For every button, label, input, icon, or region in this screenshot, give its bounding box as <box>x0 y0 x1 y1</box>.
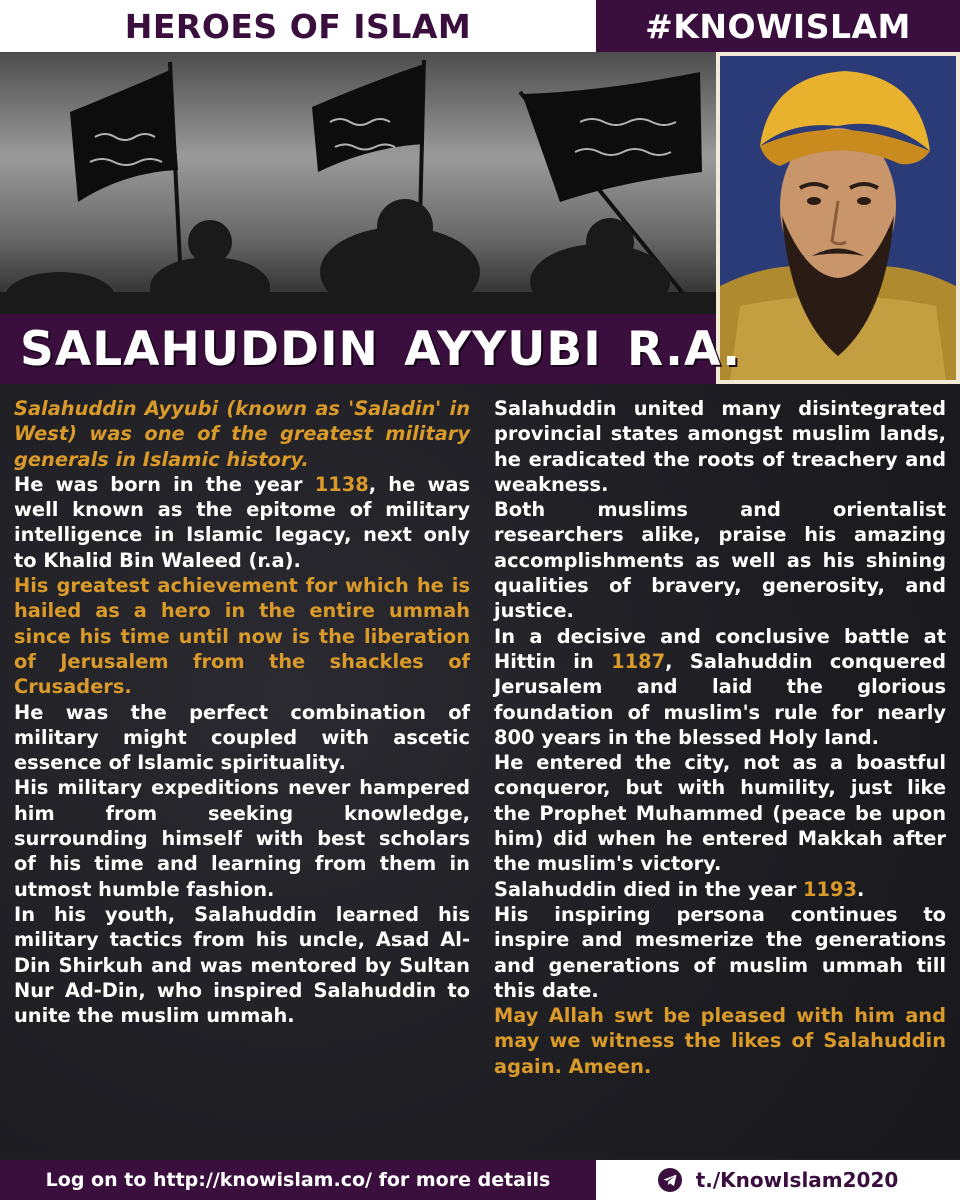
closing-prayer: May Allah swt be pleased with him and may we witness the likes of Salahuddin again. Ameen. <box>494 1004 946 1078</box>
left-column <box>14 396 470 1028</box>
death-paragraph <box>494 877 946 902</box>
article-body <box>0 384 960 1158</box>
intro-paragraph: Salahuddin Ayyubi (known as 'Saladin' in West) was one of the greatest military generals in Islamic history. <box>14 397 470 471</box>
legacy-paragraph: His inspiring persona continues to inspire and mesmerize the generations and generations of muslim ummah till this date. <box>494 902 946 1002</box>
birth-text-b: , he was well known as the epitome of military intelligence in Islamic legacy, next only to Khalid Bin Waleed (r.a). <box>14 472 471 572</box>
hittin-text-a: In a decisive and conclusive battle at Hittin in <box>494 624 946 673</box>
battle-scene-illustration <box>0 52 716 314</box>
website-link-box[interactable] <box>0 1160 596 1200</box>
youth-paragraph: In his youth, Salahuddin learned his military tactics from his uncle, Asad Al-Din Shirkuh and was mentored by Sultan Nur Ad-Din, who inspired Salahuddin to unite the muslim ummah. <box>14 902 470 1028</box>
death-text-a: Salahuddin died in the year <box>494 877 804 901</box>
death-text-b: . <box>857 877 865 901</box>
telegram-box[interactable] <box>596 1160 960 1200</box>
website-link[interactable]: Log on to http://knowislam.co/ for more details <box>45 1169 551 1191</box>
death-year: 1193 <box>803 877 857 901</box>
birth-paragraph <box>14 472 470 573</box>
salahuddin-portrait-illustration <box>720 56 956 380</box>
portrait-image <box>716 52 960 384</box>
united-paragraph: Salahuddin united many disintegrated provincial states amongst muslim lands, he eradicated the roots of treachery and weakness. <box>494 397 946 496</box>
combination-paragraph: He was the perfect combination of military might coupled with ascetic essence of Islamic spirituality. <box>14 700 470 775</box>
hittin-paragraph <box>494 624 946 750</box>
right-column <box>494 396 946 1079</box>
hashtag-box <box>596 0 960 52</box>
telegram-icon <box>658 1168 682 1192</box>
header-title-box <box>0 0 596 52</box>
battle-banner-image <box>0 52 716 314</box>
hittin-text-b: , Salahuddin conquered Jerusalem and laid the glorious foundation of muslim's rule for nearly 800 years in the blessed Holy land. <box>494 649 946 749</box>
birth-text-a: He was born in the year <box>14 472 315 496</box>
humility-paragraph: He entered the city, not as a boastful conqueror, but with humility, just like the Prophet Muhammed (peace be upon him) did when he entered Makkah after the muslim's victory. <box>494 751 946 876</box>
expeditions-paragraph: His military expeditions never hampered him from seeking knowledge, surrounding himself with best scholars of his time and learning from them in utmost humble fashion. <box>14 776 470 901</box>
page-title: SALAHUDDIN AYYUBI R.A. <box>20 321 742 377</box>
hittin-year: 1187 <box>611 649 666 673</box>
header-title: HEROES OF ISLAM <box>124 6 472 46</box>
hashtag: #KNOWISLAM <box>645 6 911 46</box>
achievement-paragraph: His greatest achievement for which he is hailed as a hero in the entire ummah since his time until now is the liberation of Jerusalem from the shackles of Crusaders. <box>14 574 470 699</box>
title-band <box>0 314 742 384</box>
praise-paragraph: Both muslims and orientalist researchers alike, praise his amazing accomplishments as well as his shining qualities of bravery, generosity, and justice. <box>494 498 946 623</box>
birth-year: 1138 <box>314 472 369 496</box>
telegram-handle[interactable]: t./KnowIslam2020 <box>695 1168 899 1192</box>
